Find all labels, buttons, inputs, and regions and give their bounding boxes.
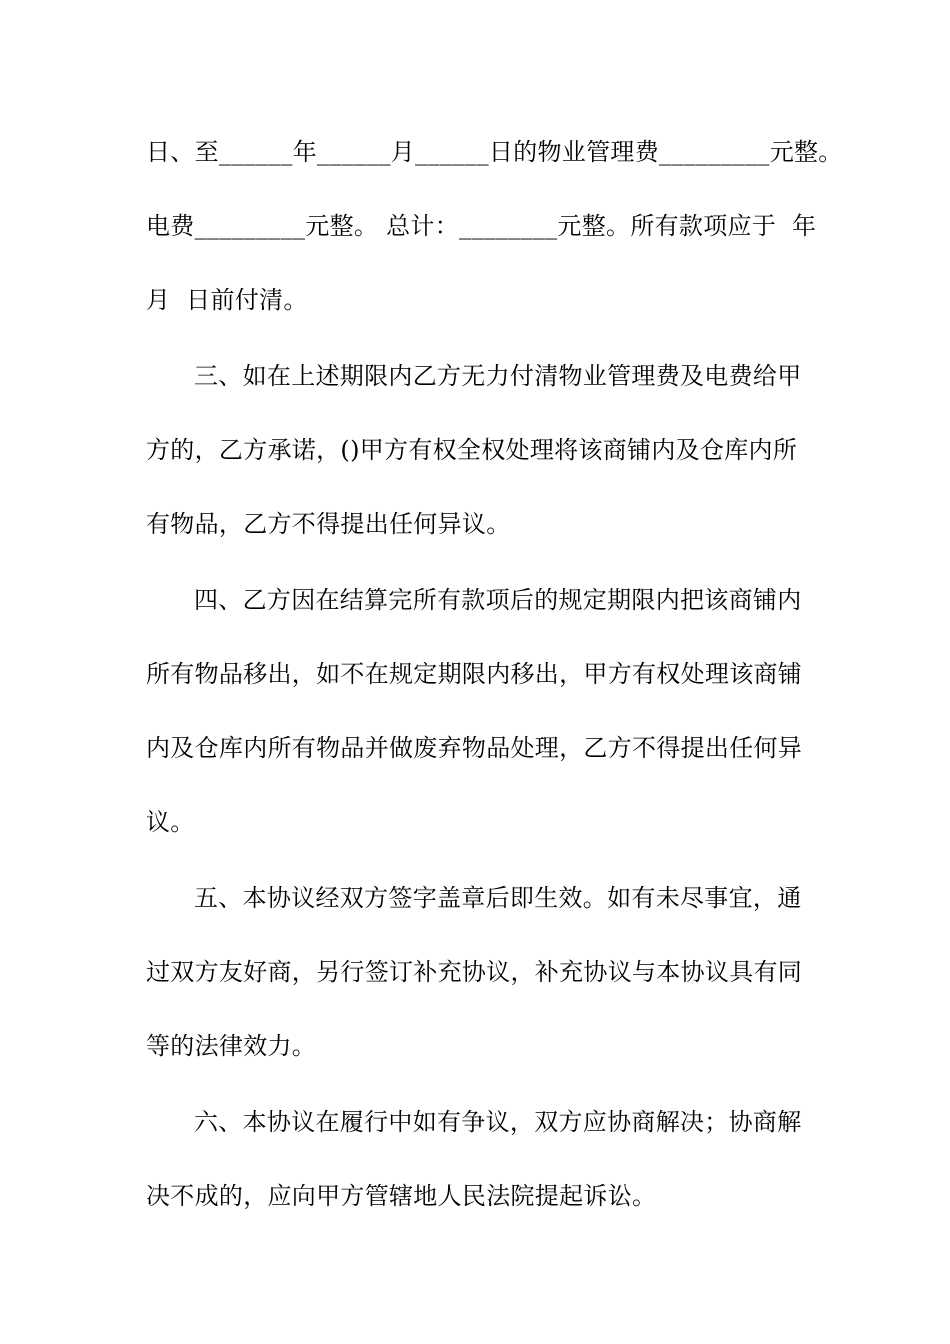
text-line-2: 电费_________元整。 总计：________元整。所有款项应于 年: [146, 212, 817, 240]
clause-4-line-1: 四、乙方因在结算完所有款项后的规定期限内把该商铺内: [194, 586, 802, 614]
clause-3-line-2: 方的，乙方承诺，()甲方有权全权处理将该商铺内及仓库内所: [146, 436, 798, 464]
clause-6-line-1: 六、本协议在履行中如有争议，双方应协商解决；协商解: [194, 1108, 802, 1136]
text-line-1: 日、至______年______月______日的物业管理费_________元整。: [146, 138, 843, 166]
clause-5-line-1: 五、本协议经双方签字盖章后即生效。如有未尽事宜，通: [194, 884, 802, 912]
clause-4-line-2: 所有物品移出，如不在规定期限内移出，甲方有权处理该商铺: [146, 660, 803, 688]
clause-6-line-2: 决不成的，应向甲方管辖地人民法院提起诉讼。: [146, 1182, 657, 1210]
clause-3-line-3: 有物品，乙方不得提出任何异议。: [146, 510, 511, 538]
clause-5-line-3: 等的法律效力。: [146, 1032, 317, 1060]
text-line-3: 月 日前付清。: [146, 286, 308, 314]
clause-5-line-2: 过双方友好商，另行签订补充协议，补充协议与本协议具有同: [146, 958, 803, 986]
clause-4-line-4: 议。: [146, 808, 195, 836]
clause-4-line-3: 内及仓库内所有物品并做废弃物品处理，乙方不得提出任何异: [146, 734, 803, 762]
clause-3-line-1: 三、如在上述期限内乙方无力付清物业管理费及电费给甲: [194, 362, 802, 390]
